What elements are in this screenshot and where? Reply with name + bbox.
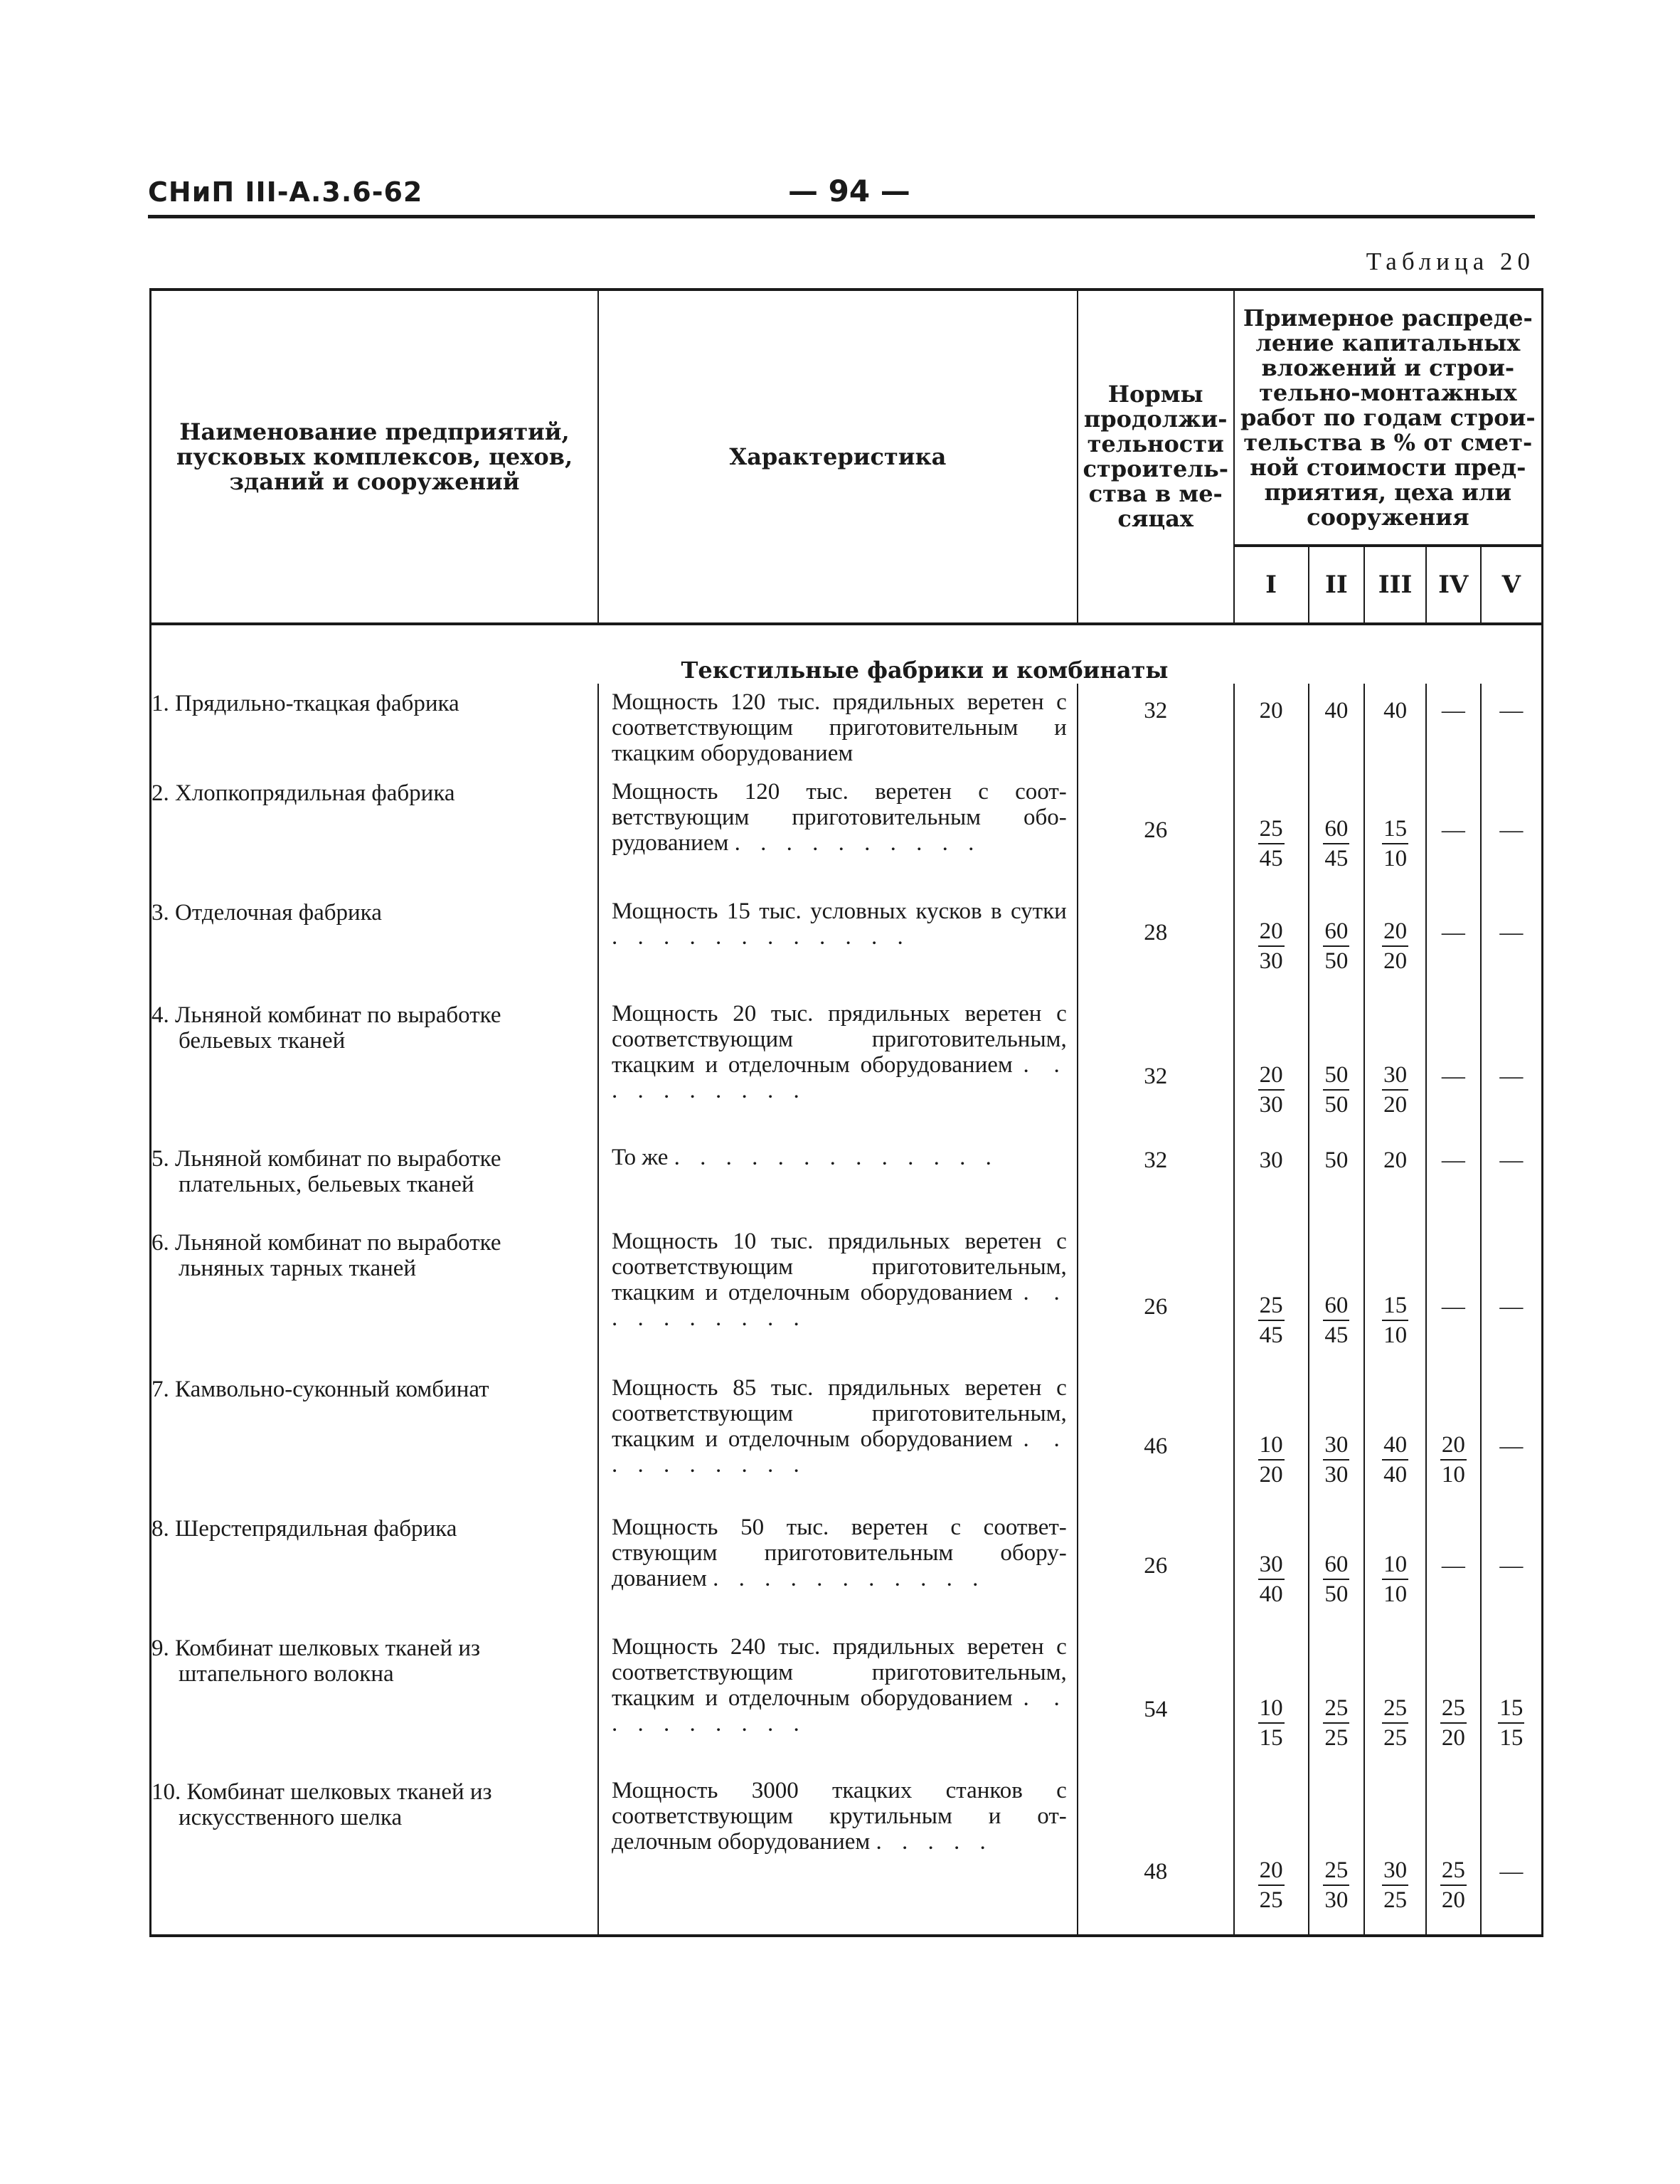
duration-months: 54 bbox=[1078, 1628, 1234, 1772]
year-3-percent bbox=[1364, 1139, 1426, 1223]
characteristic-cell bbox=[598, 773, 1078, 893]
year-1-percent bbox=[1234, 1369, 1309, 1509]
year-2-percent bbox=[1309, 1369, 1365, 1509]
year-4-percent bbox=[1426, 1509, 1481, 1628]
percent-construction-value: 30 bbox=[1324, 1462, 1349, 1488]
year-5-percent bbox=[1481, 893, 1543, 995]
percent-value: — bbox=[1441, 920, 1465, 945]
percent-construction-value: 30 bbox=[1324, 1887, 1349, 1913]
header-rule bbox=[148, 215, 1535, 218]
year-1-percent bbox=[1234, 684, 1309, 773]
percent-estimate-value: 25 bbox=[1323, 1856, 1349, 1886]
percent-estimate-value: 25 bbox=[1382, 1694, 1408, 1724]
norms-table bbox=[149, 288, 1543, 1937]
leader-dots: . . . . . . . . . . bbox=[611, 1052, 1067, 1103]
duration-months: 48 bbox=[1078, 1772, 1234, 1936]
percent-construction-value: 10 bbox=[1441, 1462, 1465, 1488]
percent-estimate-value: 60 bbox=[1323, 815, 1349, 844]
characteristic-cell bbox=[598, 1139, 1078, 1223]
percent-value: — bbox=[1499, 920, 1524, 945]
percent-construction-value: 40 bbox=[1259, 1581, 1283, 1607]
year-1-percent bbox=[1234, 773, 1309, 893]
percent-estimate-value: 30 bbox=[1323, 1431, 1349, 1461]
enterprise-name: 2. Хлопкопрядильная фабрика bbox=[151, 773, 598, 893]
table-row bbox=[151, 684, 1543, 773]
characteristic-text: Мощность 240 тыс. прядильных веретен с соответствующим приготовительным, ткацким и отделочным оборудованием bbox=[611, 1634, 1067, 1711]
characteristic-cell bbox=[598, 995, 1078, 1139]
characteristic-text: Мощность 15 тыс. условных кусков в сутки bbox=[611, 898, 1067, 924]
column-header-name: Наименование предприятий, пусковых комплексов, цехов, зданий и сооружений bbox=[151, 290, 598, 624]
percent-construction-value: 25 bbox=[1383, 1887, 1408, 1913]
year-5-percent bbox=[1481, 1772, 1543, 1936]
percent-estimate-value: 20 bbox=[1440, 1431, 1467, 1461]
table-row bbox=[151, 1509, 1543, 1628]
year-5-percent bbox=[1481, 1509, 1543, 1628]
year-4-percent bbox=[1426, 1139, 1481, 1223]
characteristic-text: Мощность 10 тыс. прядильных веретен с соответствующим приготовительным, ткацким и отделочным оборудованием bbox=[611, 1229, 1067, 1305]
year-1-percent bbox=[1234, 1509, 1309, 1628]
percent-construction-value: 45 bbox=[1259, 1322, 1283, 1348]
percent-value: 40 bbox=[1324, 698, 1349, 723]
year-2-percent bbox=[1309, 1628, 1365, 1772]
page-header bbox=[148, 169, 1535, 219]
percent-construction-value: 20 bbox=[1441, 1725, 1465, 1751]
duration-months: 26 bbox=[1078, 773, 1234, 893]
leader-dots: . . . . . . . . . . bbox=[611, 1685, 1067, 1737]
percent-estimate-value: 20 bbox=[1258, 1061, 1285, 1091]
percent-value: — bbox=[1499, 817, 1524, 843]
section-title-row bbox=[151, 624, 1543, 684]
characteristic-text: Мощность 120 тыс. прядильных веретен с соответствующим приготовительным и ткацким оборудованием bbox=[611, 689, 1067, 766]
table-caption: Таблица 20 bbox=[1366, 248, 1535, 275]
year-4-percent bbox=[1426, 893, 1481, 995]
percent-construction-value: 25 bbox=[1259, 1887, 1283, 1913]
table-row bbox=[151, 1139, 1543, 1223]
percent-value: — bbox=[1441, 817, 1465, 843]
percent-construction-value: 10 bbox=[1383, 1322, 1408, 1348]
percent-value: 40 bbox=[1383, 698, 1408, 723]
percent-construction-value: 20 bbox=[1259, 1462, 1283, 1488]
year-5-percent bbox=[1481, 1628, 1543, 1772]
year-5-percent bbox=[1481, 1369, 1543, 1509]
percent-value: — bbox=[1441, 1147, 1465, 1173]
table-row bbox=[151, 1369, 1543, 1509]
column-header-characteristic: Характеристика bbox=[598, 290, 1078, 624]
percent-construction-value: 20 bbox=[1441, 1887, 1465, 1913]
year-4-percent bbox=[1426, 1772, 1481, 1936]
table-row bbox=[151, 1628, 1543, 1772]
percent-construction-value: 45 bbox=[1324, 846, 1349, 871]
enterprise-name: 8. Шерстепрядильная фабрика bbox=[151, 1509, 598, 1628]
year-1-percent bbox=[1234, 1628, 1309, 1772]
characteristic-text: Мощность 50 тыс. веретен с соответствующим приготовительным оборудованием bbox=[611, 1515, 1067, 1591]
year-2-percent bbox=[1309, 773, 1365, 893]
year-3-percent bbox=[1364, 893, 1426, 995]
enterprise-name: 10. Комбинат шелковых тканей из искусственного шелка bbox=[151, 1772, 598, 1936]
percent-estimate-value: 20 bbox=[1382, 917, 1408, 947]
percent-estimate-value: 20 bbox=[1258, 1856, 1285, 1886]
duration-months: 26 bbox=[1078, 1509, 1234, 1628]
percent-estimate-value: 30 bbox=[1382, 1856, 1408, 1886]
year-1-percent bbox=[1234, 1139, 1309, 1223]
percent-value: — bbox=[1499, 1553, 1524, 1579]
enterprise-name: 3. Отделочная фабрика bbox=[151, 893, 598, 995]
characteristic-cell bbox=[598, 893, 1078, 995]
year-2-percent bbox=[1309, 684, 1365, 773]
column-header-year-3: III bbox=[1364, 546, 1426, 624]
percent-construction-value: 15 bbox=[1259, 1725, 1283, 1751]
year-4-percent bbox=[1426, 1369, 1481, 1509]
percent-estimate-value: 25 bbox=[1440, 1856, 1467, 1886]
percent-construction-value: 20 bbox=[1383, 1092, 1408, 1118]
year-4-percent bbox=[1426, 773, 1481, 893]
percent-estimate-value: 10 bbox=[1382, 1550, 1408, 1580]
percent-estimate-value: 15 bbox=[1382, 815, 1408, 844]
year-3-percent bbox=[1364, 1223, 1426, 1369]
year-3-percent bbox=[1364, 773, 1426, 893]
year-5-percent bbox=[1481, 684, 1543, 773]
percent-construction-value: 25 bbox=[1383, 1725, 1408, 1751]
duration-months: 26 bbox=[1078, 1223, 1234, 1369]
table-row bbox=[151, 773, 1543, 893]
year-3-percent bbox=[1364, 1772, 1426, 1936]
table-row bbox=[151, 1223, 1543, 1369]
percent-estimate-value: 40 bbox=[1382, 1431, 1408, 1461]
year-2-percent bbox=[1309, 1772, 1365, 1936]
percent-construction-value: 30 bbox=[1259, 1092, 1283, 1118]
column-header-year-2: II bbox=[1309, 546, 1365, 624]
percent-construction-value: 10 bbox=[1383, 1581, 1408, 1607]
year-3-percent bbox=[1364, 995, 1426, 1139]
leader-dots: . . . . . . . . . . bbox=[611, 1426, 1067, 1478]
year-3-percent bbox=[1364, 684, 1426, 773]
percent-estimate-value: 25 bbox=[1258, 815, 1285, 844]
percent-construction-value: 45 bbox=[1324, 1322, 1349, 1348]
leader-dots: . . . . . . . . . . . . . bbox=[674, 1145, 999, 1170]
percent-value: — bbox=[1441, 1294, 1465, 1320]
characteristic-cell bbox=[598, 1509, 1078, 1628]
table-body bbox=[151, 624, 1543, 1936]
characteristic-text: То же bbox=[611, 1145, 669, 1170]
year-3-percent bbox=[1364, 1369, 1426, 1509]
enterprise-name: 7. Камвольно-суконный комбинат bbox=[151, 1369, 598, 1509]
percent-construction-value: 25 bbox=[1324, 1725, 1349, 1751]
leader-dots: . . . . . . . . . . . bbox=[713, 1566, 986, 1591]
year-5-percent bbox=[1481, 773, 1543, 893]
characteristic-text: Мощность 85 тыс. прядильных веретен с соответствующим приготовительным, ткацким и отделочным оборудованием bbox=[611, 1375, 1067, 1452]
column-header-distribution: Примерное распределение капитальных вложений и строительно-монтажных работ по годам строительства в % от сметной стоимости предприятия, цеха или сооружения bbox=[1234, 290, 1543, 546]
year-2-percent bbox=[1309, 893, 1365, 995]
table-row bbox=[151, 1772, 1543, 1936]
year-2-percent bbox=[1309, 1139, 1365, 1223]
year-4-percent bbox=[1426, 1628, 1481, 1772]
duration-months: 46 bbox=[1078, 1369, 1234, 1509]
characteristic-text: Мощность 20 тыс. прядильных веретен с соответствующим приготовительным, ткацким и отделочным оборудованием bbox=[611, 1001, 1067, 1078]
percent-construction-value: 10 bbox=[1383, 846, 1408, 871]
enterprise-name: 6. Льняной комбинат по выработке льняных тарных тканей bbox=[151, 1223, 598, 1369]
percent-value: — bbox=[1441, 1553, 1465, 1579]
characteristic-cell bbox=[598, 684, 1078, 773]
column-header-duration: Нормы продолжительности строительства в месяцах bbox=[1078, 290, 1234, 624]
percent-estimate-value: 25 bbox=[1440, 1694, 1467, 1724]
percent-estimate-value: 15 bbox=[1382, 1291, 1408, 1321]
characteristic-cell bbox=[598, 1369, 1078, 1509]
duration-months: 28 bbox=[1078, 893, 1234, 995]
leader-dots: . . . . . . . . . . . . bbox=[611, 924, 910, 950]
percent-value: — bbox=[1499, 698, 1524, 723]
characteristic-cell bbox=[598, 1772, 1078, 1936]
percent-estimate-value: 15 bbox=[1498, 1694, 1524, 1724]
leader-dots: . . . . . bbox=[876, 1829, 993, 1855]
year-1-percent bbox=[1234, 1223, 1309, 1369]
percent-estimate-value: 60 bbox=[1323, 1291, 1349, 1321]
percent-estimate-value: 20 bbox=[1258, 917, 1285, 947]
section-title: Текстильные фабрики и комбинаты bbox=[681, 657, 1169, 684]
year-4-percent bbox=[1426, 684, 1481, 773]
year-2-percent bbox=[1309, 1509, 1365, 1628]
percent-value: 20 bbox=[1259, 698, 1283, 723]
percent-construction-value: 30 bbox=[1259, 948, 1283, 974]
percent-construction-value: 50 bbox=[1324, 1092, 1349, 1118]
column-header-year-1: I bbox=[1234, 546, 1309, 624]
year-1-percent bbox=[1234, 1772, 1309, 1936]
percent-estimate-value: 60 bbox=[1323, 917, 1349, 947]
percent-value: 50 bbox=[1324, 1147, 1349, 1173]
duration-months: 32 bbox=[1078, 995, 1234, 1139]
percent-value: 20 bbox=[1383, 1147, 1408, 1173]
characteristic-cell bbox=[598, 1628, 1078, 1772]
column-header-year-5: V bbox=[1481, 546, 1543, 624]
enterprise-name: 5. Льняной комбинат по выработке плательных, бельевых тканей bbox=[151, 1139, 598, 1223]
year-2-percent bbox=[1309, 995, 1365, 1139]
percent-value: — bbox=[1441, 698, 1465, 723]
percent-value: 30 bbox=[1259, 1147, 1283, 1173]
leader-dots: . . . . . . . . . . bbox=[734, 830, 982, 856]
percent-construction-value: 50 bbox=[1324, 1581, 1349, 1607]
table-row bbox=[151, 893, 1543, 995]
duration-months: 32 bbox=[1078, 1139, 1234, 1223]
percent-value: — bbox=[1499, 1294, 1524, 1320]
percent-value: — bbox=[1499, 1147, 1524, 1173]
percent-construction-value: 45 bbox=[1259, 846, 1283, 871]
year-5-percent bbox=[1481, 1139, 1543, 1223]
column-header-year-4: IV bbox=[1426, 546, 1481, 624]
percent-estimate-value: 30 bbox=[1258, 1550, 1285, 1580]
document-code: СНиП III-А.3.6-62 bbox=[148, 176, 423, 208]
leader-dots: . . . . . . . . . . bbox=[611, 1280, 1067, 1331]
characteristic-text: Мощность 3000 ткацких станков с соответствующим крутильным и отделочным оборудованием bbox=[611, 1778, 1067, 1855]
year-3-percent bbox=[1364, 1509, 1426, 1628]
percent-estimate-value: 25 bbox=[1323, 1694, 1349, 1724]
percent-estimate-value: 30 bbox=[1382, 1061, 1408, 1091]
page-number: — 94 — bbox=[788, 174, 910, 208]
enterprise-name: 9. Комбинат шелковых тканей из штапельного волокна bbox=[151, 1628, 598, 1772]
percent-construction-value: 50 bbox=[1324, 948, 1349, 974]
percent-value: — bbox=[1499, 1064, 1524, 1089]
percent-value: — bbox=[1499, 1859, 1524, 1885]
percent-estimate-value: 10 bbox=[1258, 1694, 1285, 1724]
year-1-percent bbox=[1234, 893, 1309, 995]
enterprise-name: 4. Льняной комбинат по выработке бельевых тканей bbox=[151, 995, 598, 1139]
year-4-percent bbox=[1426, 995, 1481, 1139]
percent-estimate-value: 10 bbox=[1258, 1431, 1285, 1461]
percent-construction-value: 15 bbox=[1499, 1725, 1524, 1751]
year-1-percent bbox=[1234, 995, 1309, 1139]
duration-months: 32 bbox=[1078, 684, 1234, 773]
percent-estimate-value: 50 bbox=[1323, 1061, 1349, 1091]
year-3-percent bbox=[1364, 1628, 1426, 1772]
year-2-percent bbox=[1309, 1223, 1365, 1369]
characteristic-text: Мощность 120 тыс. веретен с соответствующим приготовительным оборудованием bbox=[611, 779, 1067, 856]
year-5-percent bbox=[1481, 995, 1543, 1139]
percent-value: — bbox=[1499, 1433, 1524, 1459]
percent-construction-value: 40 bbox=[1383, 1462, 1408, 1488]
enterprise-name: 1. Прядильно-ткацкая фабрика bbox=[151, 684, 598, 773]
table-row bbox=[151, 995, 1543, 1139]
percent-estimate-value: 25 bbox=[1258, 1291, 1285, 1321]
percent-construction-value: 20 bbox=[1383, 948, 1408, 974]
characteristic-cell bbox=[598, 1223, 1078, 1369]
year-4-percent bbox=[1426, 1223, 1481, 1369]
percent-estimate-value: 60 bbox=[1323, 1550, 1349, 1580]
year-5-percent bbox=[1481, 1223, 1543, 1369]
percent-value: — bbox=[1441, 1064, 1465, 1089]
